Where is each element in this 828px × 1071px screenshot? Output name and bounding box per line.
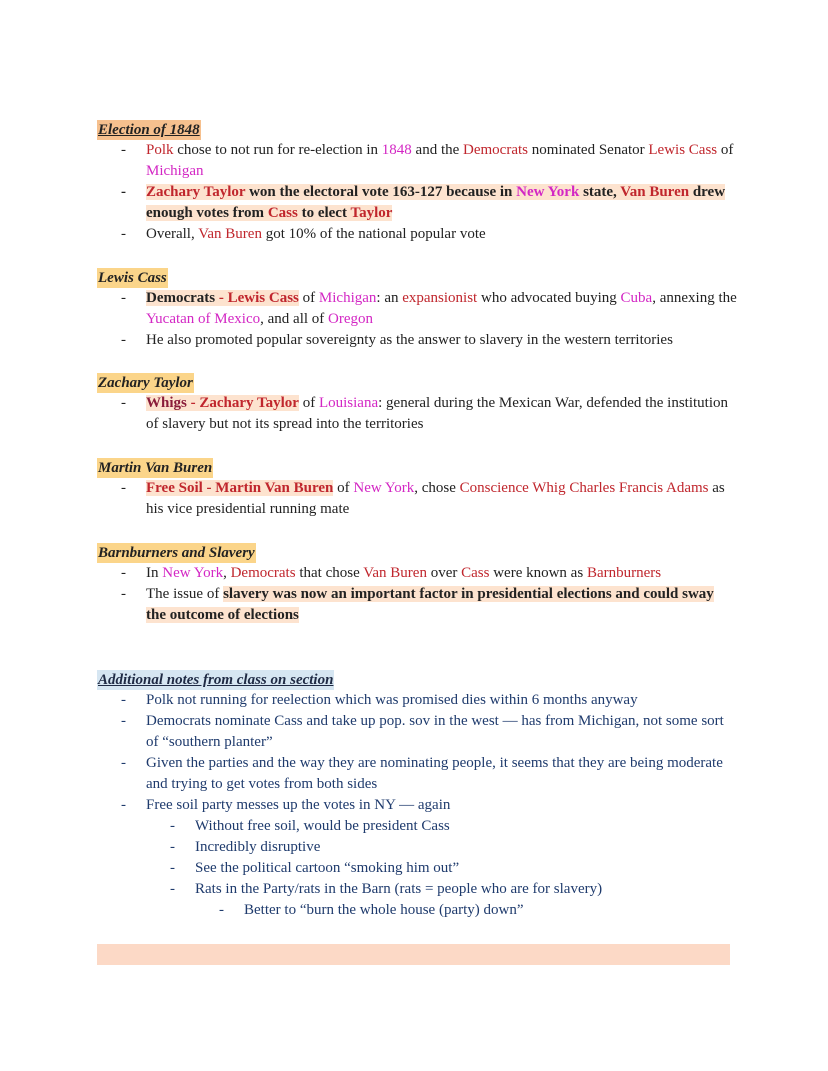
bullet-dash: - xyxy=(121,226,126,242)
heading-barnburners: Barnburners and Slavery xyxy=(98,545,255,561)
bullet-dash: - xyxy=(121,142,126,158)
heading-additional-notes: Additional notes from class on section xyxy=(98,672,334,688)
heading-zachary-taylor: Zachary Taylor xyxy=(98,375,193,391)
bullet-dash: - xyxy=(170,881,175,897)
section-election-1848 xyxy=(97,120,737,245)
list-item: - Incredibly disruptive xyxy=(97,837,737,858)
bullet-dash: - xyxy=(121,184,126,200)
heading-election-1848: Election of 1848 xyxy=(98,122,200,138)
list-item: - He also promoted popular sovereignty as the answer to slavery in the western territories xyxy=(97,330,737,351)
bullet-list xyxy=(97,690,737,921)
list-item: - The issue of slavery was now an important factor in presidential elections and could sway the outcome of elections xyxy=(121,586,714,623)
heading-lewis-cass: Lewis Cass xyxy=(98,270,167,286)
bullet-dash: - xyxy=(121,755,126,771)
bullet-dash: - xyxy=(170,860,175,876)
bullet-dash: - xyxy=(170,818,175,834)
bullet-list xyxy=(97,288,737,351)
list-item: - Democrats nominate Cass and take up pop. sov in the west — has from Michigan, not some sort of “southern planter” xyxy=(121,713,724,750)
bullet-dash: - xyxy=(121,692,126,708)
bullet-dash: - xyxy=(121,290,126,306)
highlight-bar xyxy=(97,944,730,965)
list-item: - See the political cartoon “smoking him out” xyxy=(97,858,737,879)
list-item: - Zachary Taylor won the electoral vote 163-127 because in New York state, Van Buren drew enough votes from Cass to elect Taylor xyxy=(121,184,726,221)
bullet-dash: - xyxy=(121,713,126,729)
list-item: - Overall, Van Buren got 10% of the national popular vote xyxy=(97,224,737,245)
bullet-dash: - xyxy=(219,902,224,918)
list-item: - Free soil party messes up the votes in NY — again xyxy=(97,795,737,816)
bullet-dash: - xyxy=(121,480,126,496)
list-item: - Polk not running for reelection which was promised dies within 6 months anyway xyxy=(97,690,737,711)
section-lewis-cass xyxy=(97,268,737,351)
bullet-list xyxy=(97,140,737,245)
section-barnburners xyxy=(97,543,737,626)
bullet-dash: - xyxy=(121,797,126,813)
bullet-dash: - xyxy=(170,839,175,855)
list-item: - Free Soil - Martin Van Buren of New York, chose Conscience Whig Charles Francis Adams as his vice presidential running mate xyxy=(121,480,725,517)
bullet-dash: - xyxy=(121,395,126,411)
section-zachary-taylor xyxy=(97,373,737,435)
bullet-list xyxy=(97,563,737,626)
list-item: - Rats in the Party/rats in the Barn (rats = people who are for slavery) xyxy=(97,879,737,900)
list-item: - Whigs - Zachary Taylor of Louisiana: general during the Mexican War, defended the institution of slavery but not its spread into the territories xyxy=(121,395,729,432)
bullet-dash: - xyxy=(121,332,126,348)
list-item: - Given the parties and the way they are nominating people, it seems that they are being moderate and trying to get votes from both sides xyxy=(121,755,723,792)
bullet-list xyxy=(97,478,737,520)
list-item: - In New York, Democrats that chose Van Buren over Cass were known as Barnburners xyxy=(97,563,737,584)
section-martin-van-buren xyxy=(97,458,737,520)
section-additional-notes xyxy=(97,670,737,921)
list-item: - Polk chose to not run for re-election in 1848 and the Democrats nominated Senator Lewis Cass of Michigan xyxy=(121,142,734,179)
bullet-dash: - xyxy=(121,586,126,602)
heading-martin-van-buren: Martin Van Buren xyxy=(98,460,213,476)
list-item: - Without free soil, would be president Cass xyxy=(97,816,737,837)
bullet-dash: - xyxy=(121,565,126,581)
list-item: - Better to “burn the whole house (party) down” xyxy=(97,900,737,921)
list-item: - Democrats - Lewis Cass of Michigan: an expansionist who advocated buying Cuba, annexing the Yucatan of Mexico, and all of Oregon xyxy=(121,290,737,327)
bullet-list xyxy=(97,393,737,435)
